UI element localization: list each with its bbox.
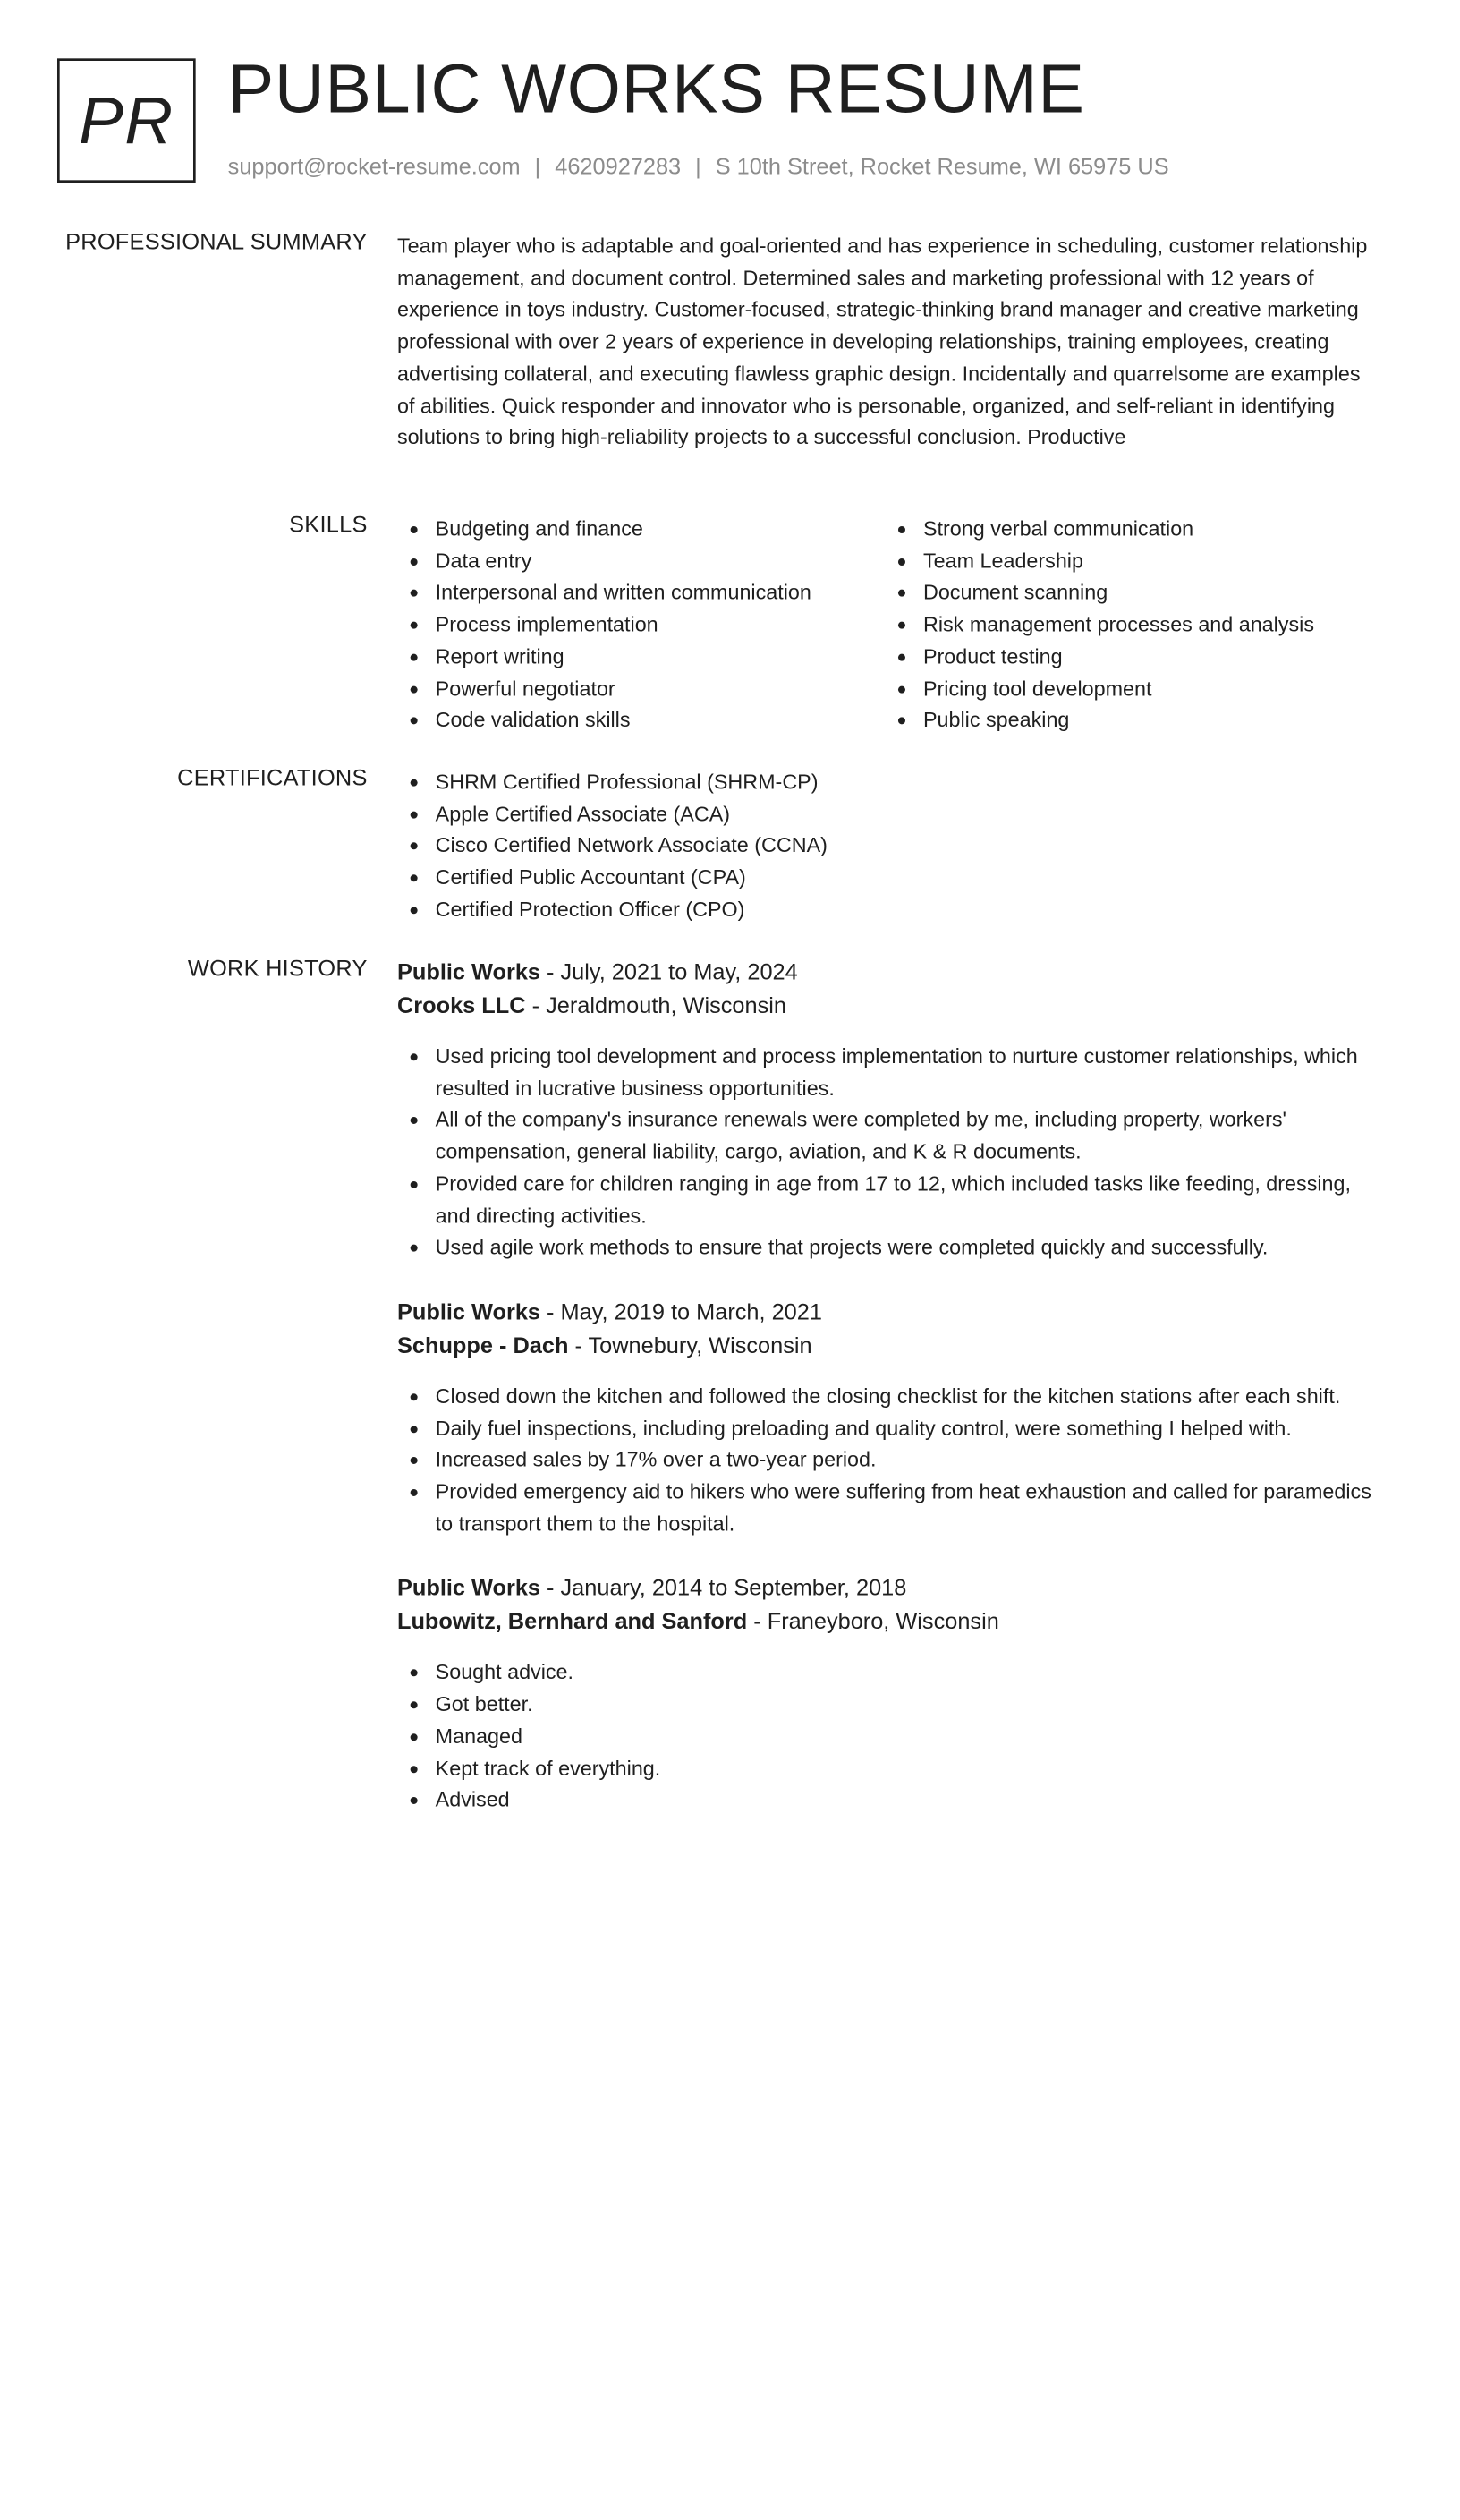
job-entry: [397, 1573, 1378, 1816]
job-employer-line: [397, 1606, 1378, 1639]
list-item: Used pricing tool development and process implementation to nurture customer relationships, which resulted in lucrative business opportunities.: [397, 1041, 1378, 1104]
summary-text: Team player who is adaptable and goal-oriented and has experience in scheduling, customer relationship management, and document control. Determined sales and marketing professional with 12 years of experience in toys industry. Customer-focused, strategic-thinking brand manager and creative marketing professional with over 2 years of experience in developing relationships, training employees, creating advertising collateral, and executing flawless graphic design. Incidentally and quarrelsome are examples of abilities. Quick responder and innovator who is personable, organized, and self-reliant in identifying solutions to bring high-reliability projects to a successful conclusion. Productive: [396, 234, 1368, 449]
list-item: Got better.: [397, 1689, 1378, 1721]
job-bullets: [397, 1656, 1378, 1816]
contact-separator: |: [695, 155, 701, 181]
job-location: - Townebury, Wisconsin: [568, 1333, 812, 1359]
list-item: Daily fuel inspections, including preloading and quality control, were something I helped with.: [397, 1412, 1378, 1444]
contact-phone: 4620927283: [555, 155, 682, 181]
job-bullets: [397, 1381, 1378, 1540]
certifications-body: [397, 766, 1378, 925]
job-title: Public Works: [396, 1576, 541, 1602]
contact-address: S 10th Street, Rocket Resume, WI 65975 US: [715, 155, 1169, 181]
job-dates: - May, 2019 to March, 2021: [540, 1300, 822, 1326]
list-item: Code validation skills: [397, 704, 885, 736]
list-item: Interpersonal and written communication: [397, 577, 885, 609]
job-entry: [397, 1297, 1378, 1539]
job-employer: Schuppe - Dach: [396, 1333, 569, 1359]
job-location: - Jeraldmouth, Wisconsin: [525, 993, 786, 1019]
list-item: Closed down the kitchen and followed the closing checklist for the kitchen stations after each shift.: [397, 1381, 1378, 1413]
section-label-certifications: CERTIFICATIONS: [177, 765, 368, 791]
list-item: All of the company's insurance renewals were completed by me, including property, workers' compensation, general liability, cargo, aviation, and K & R documents.: [397, 1104, 1378, 1168]
job-location: - Franeyboro, Wisconsin: [747, 1610, 999, 1636]
job-title: Public Works: [396, 1300, 541, 1326]
job-employer-line: [397, 1331, 1378, 1364]
contact-line: [228, 155, 1169, 181]
list-item: Data entry: [397, 545, 885, 577]
job-entry: [397, 957, 1378, 1264]
list-item: Used agile work methods to ensure that projects were completed quickly and successfully.: [397, 1231, 1378, 1264]
list-item: Kept track of everything.: [397, 1752, 1378, 1784]
job-title: Public Works: [396, 960, 541, 986]
list-item: Provided emergency aid to hikers who were suffering from heat exhaustion and called for paramedics to transport them to the hospital.: [397, 1476, 1378, 1539]
job-title-line: [397, 1297, 1378, 1330]
list-item: Budgeting and finance: [397, 513, 885, 545]
list-item: Managed: [397, 1720, 1378, 1752]
skills-list-left: [397, 513, 885, 736]
job-bullets: [397, 1041, 1378, 1264]
list-item: Certified Public Accountant (CPA): [397, 862, 1378, 894]
list-item: Apple Certified Associate (ACA): [397, 798, 1378, 830]
list-item: Process implementation: [397, 609, 885, 641]
job-employer-line: [397, 991, 1378, 1024]
list-item: Product testing: [885, 641, 1372, 673]
list-item: Risk management processes and analysis: [885, 609, 1372, 641]
list-item: Powerful negotiator: [397, 672, 885, 704]
list-item: Document scanning: [885, 577, 1372, 609]
skills-body: [397, 513, 1378, 736]
list-item: Advised: [397, 1784, 1378, 1817]
list-item: Provided care for children ranging in age from 17 to 12, which included tasks like feeding, dressing, and directing activities.: [397, 1168, 1378, 1231]
section-label-summary: PROFESSIONAL SUMMARY: [65, 230, 368, 256]
section-label-skills: SKILLS: [289, 513, 368, 539]
contact-email: support@rocket-resume.com: [227, 155, 521, 181]
section-label-work-history: WORK HISTORY: [187, 957, 368, 983]
monogram-badge: [57, 58, 196, 183]
job-dates: - July, 2021 to May, 2024: [540, 960, 798, 986]
list-item: Pricing tool development: [885, 672, 1372, 704]
list-item: Sought advice.: [397, 1656, 1378, 1689]
job-employer: Lubowitz, Bernhard and Sanford: [396, 1610, 748, 1636]
job-employer: Crooks LLC: [396, 993, 526, 1019]
list-item: Increased sales by 17% over a two-year period.: [397, 1444, 1378, 1477]
list-item: Report writing: [397, 641, 885, 673]
list-item: Cisco Certified Network Associate (CCNA): [397, 830, 1378, 862]
list-item: SHRM Certified Professional (SHRM-CP): [397, 766, 1378, 798]
list-item: Certified Protection Officer (CPO): [397, 893, 1378, 925]
skills-list-right: [885, 513, 1372, 736]
list-item: Strong verbal communication: [885, 513, 1372, 545]
list-item: Team Leadership: [885, 545, 1372, 577]
monogram-initials: PR: [79, 81, 174, 158]
skills-columns: [397, 513, 1378, 736]
job-dates: - January, 2014 to September, 2018: [540, 1576, 907, 1602]
page-title: PUBLIC WORKS RESUME: [227, 49, 1085, 128]
certifications-list: [397, 766, 1378, 925]
job-title-line: [397, 957, 1378, 990]
contact-separator: |: [534, 155, 541, 181]
list-item: Public speaking: [885, 704, 1372, 736]
work-history-body: [397, 957, 1378, 1849]
job-title-line: [397, 1573, 1378, 1606]
